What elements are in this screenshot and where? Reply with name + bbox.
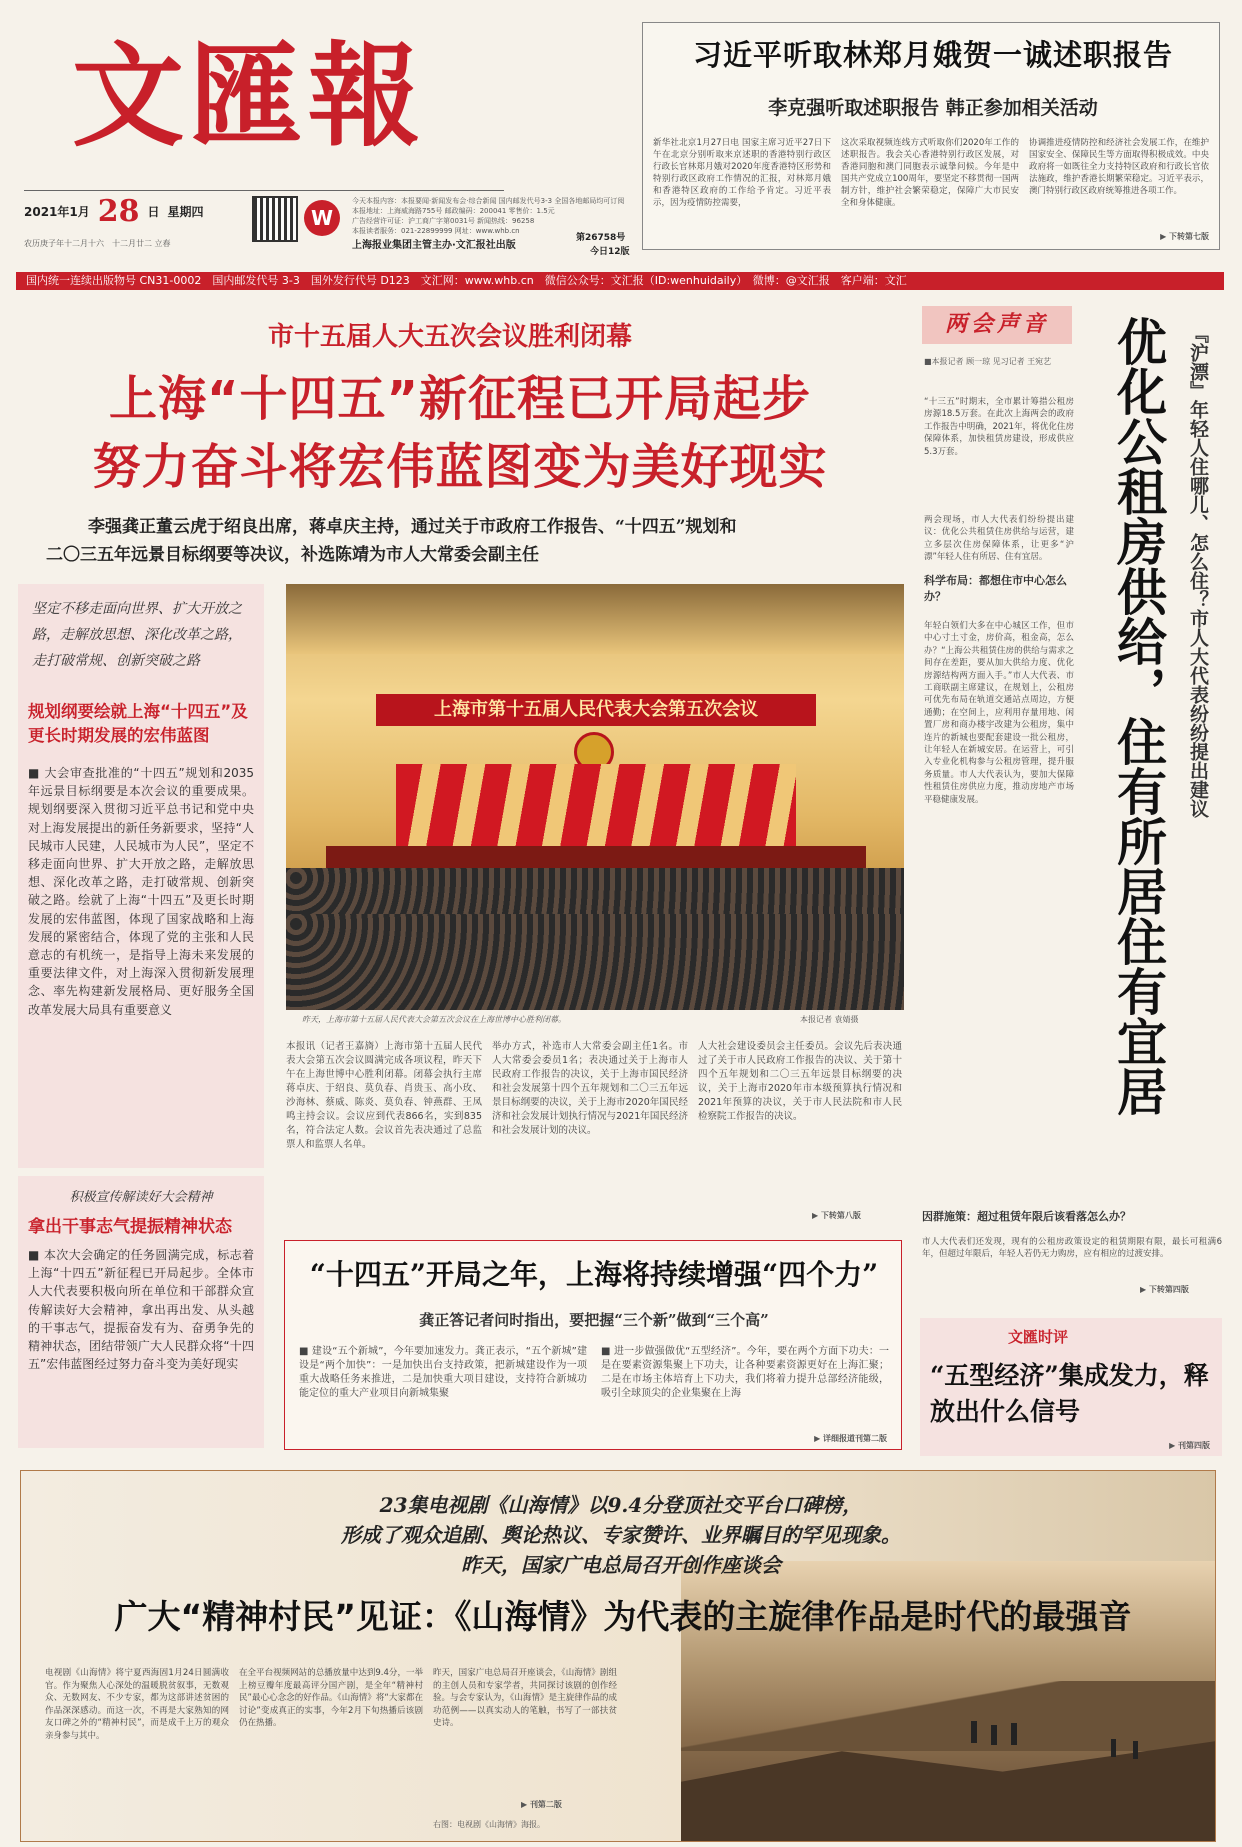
contact-line: 本报读者服务：021-22899999 网址：www.whb.cn xyxy=(352,227,520,235)
info-bar: 国内统一连续出版物号 CN31-0002 国内邮发代号 3-3 国外发行代号 D123 文汇网：www.whb.cn 微信公众号：文汇报（ID:wenhuidaily） 微博：@文汇报 客户端：文汇 xyxy=(16,272,1224,290)
housing-reporters: ■本报记者 顾一琼 见习记者 王宛艺 xyxy=(924,357,1052,366)
lunar-date: 农历庚子年十二月十六 十二月廿二 立春 xyxy=(24,239,171,248)
top-story-col1: 新华社北京1月27日电 国家主席习近平27日下午在北京分别听取来京述职的香港特别行政区行政长官林郑月娥对2020年度香港特区形势和特别行政区政府工作情况的汇报，对林郑月娥和香港特区政府的工作给予肯定。习近平表示，因为疫情防控需要， xyxy=(653,138,831,208)
qr-code[interactable] xyxy=(252,196,298,242)
sidebar-quote-1: 坚定不移走面向世界、扩大开放之路，走解放思想、深化改革之路，走打破常规、创新突破之路 xyxy=(32,601,242,669)
date-day: 28 xyxy=(97,193,140,229)
four-forces-subhead: 龚正答记者问时指出，要把握“三个新”做到“三个高” xyxy=(419,1311,769,1329)
top-story-col3: 协调推进疫情防控和经济社会发展工作，在维护国家安全、保障民生等方面取得积极成效。中央政府将一如既往全力支持特区政府和行政长官依法施政，维护香港长期繁荣稳定。习近平表示，澳门特别行政区政府统筹推进各项工作。 xyxy=(1029,138,1209,196)
congress-summary-1: 李强龚正董云虎于绍良出席，蒋卓庆主持，通过关于市政府工作报告、“十四五”规划和 xyxy=(88,517,737,537)
housing-continued[interactable]: ▶ 下转第四版 xyxy=(1140,1285,1189,1294)
housing-headline[interactable]: 优化公租房供给，住有所居住有宜居 xyxy=(1109,316,1168,1116)
top-story-col2: 这次采取视频连线方式听取你们2020年工作的述职报告。我会关心香港特别行政区发展，对香港同胞和澳门同胞表示诚挚问候。今年是中国共产党成立100周年，要坚定不移贯彻一国两制方针，维护社会繁荣稳定，保障广大市民安全和身体健康。 xyxy=(841,138,1019,208)
publisher: 上海报业集团主管主办·文汇报社出版 xyxy=(352,240,516,251)
sidebar-body-2: ■ 本次大会确定的任务圆满完成，标志着上海“十四五”新征程已开局起步。全体市人大代表要积极向所在单位和干部群众宣传解读好大会精神，拿出再出发、从头越的干事志气，提振奋发有为、奋勇争先的精神状态，团结带领广大人民群众将“十四五”宏伟蓝图经过努力奋斗变为美好现实 xyxy=(28,1248,254,1372)
drama-intro-1: 23集电视剧《山海情》以9.4分登顶社交平台口碑榜， xyxy=(379,1493,863,1517)
page-count: 今日12版 xyxy=(590,247,630,257)
drama-intro-3: 昨天，国家广电总局召开创作座谈会 xyxy=(461,1553,781,1577)
four-forces-continued[interactable]: ▶ 详细报道刊第二版 xyxy=(814,1434,887,1443)
drama-headline[interactable]: 广大“精神村民”见证：《山海情》为代表的主旋律作品是时代的最强音 xyxy=(114,1597,1132,1636)
photo-banner: 上海市第十五届人民代表大会第五次会议 xyxy=(376,694,816,726)
masthead-rule xyxy=(24,190,504,191)
contact-line: 广告经营许可证：沪工商广字第0031号 新闻热线：96258 xyxy=(352,217,535,225)
top-story-headline[interactable]: 习近平听取林郑月娥贺一诚述职报告 xyxy=(692,38,1173,72)
housing-sub-1: 科学布局：都想住市中心怎么办？ xyxy=(924,574,1067,603)
congress-photo[interactable] xyxy=(286,584,904,914)
housing-body-1: 年轻白领们大多在中心城区工作，但市中心寸土寸金，房价高，租金高，怎么办？“上海公共租赁住房的供给与需求之间存在差距，要从加大供给力度、优化房源结构两方面入手。”市人大代表、市工商联副主席建议，在规划上，公租房可优先布局在轨道交通站点周边，方便通勤；在空间上，应利用存量用地、闲置厂房和商办楼宇改建为公租房，集中连片的新城也要配套建设一批公租房，让年轻人在新城安居。在运营上，可引入专业化机构参与公租房管理，提升服务质量。市人大代表认为，要加大保障性租赁住房供应力度，推动房地产市场平稳健康发展。 xyxy=(924,621,1074,805)
top-story-continued[interactable]: ▶ 下转第七版 xyxy=(1160,232,1209,241)
contact-line: 今天本报内容：本报要闻·新闻发布会·综合新闻 国内邮发代号3-3 全国各地邮局均可订阅 xyxy=(352,197,625,205)
drama-intro-2: 形成了观众追剧、舆论热议、专家赞许、业界瞩目的罕见现象。 xyxy=(341,1523,901,1547)
drama-col3: 昨天，国家广电总局召开座谈会，《山海情》剧组的主创人员和专家学者，共同探讨该剧的创作经验。与会专家认为，《山海情》是主旋律作品的成功范例——以真实动人的笔触，书写了一部扶贫史诗。 xyxy=(433,1668,617,1728)
congress-continued[interactable]: ▶ 下转第八版 xyxy=(812,1211,861,1220)
four-forces-box xyxy=(284,1240,902,1450)
commentary-continued[interactable]: ▶ 刊第四版 xyxy=(1169,1441,1210,1450)
drama-photo-caption: 右图：电视剧《山海情》海报。 xyxy=(433,1820,545,1829)
housing-tag-head: 『沪漂』年轻人住哪儿、怎么住？市人大代表纷纷提出建议 xyxy=(1187,324,1209,818)
congress-headline-2[interactable]: 努力奋斗将宏伟蓝图变为美好现实 xyxy=(92,439,828,495)
issue-number: 第26758号 xyxy=(576,233,626,243)
brand-logo-icon: W xyxy=(304,200,340,236)
masthead-title: 文匯報 xyxy=(72,31,426,162)
commentary-brand: 文匯时评 xyxy=(1008,1328,1069,1346)
commentary-headline[interactable]: “五型经济”集成发力，释放出什么信号 xyxy=(930,1361,1209,1426)
weekday: 星期四 xyxy=(167,204,204,219)
date-day-suffix: 日 xyxy=(147,204,160,219)
audience xyxy=(286,868,904,914)
drama-continued[interactable]: ▶ 刊第二版 xyxy=(521,1800,562,1809)
photo-credit: 本报记者 袁婧摄 xyxy=(800,1015,859,1024)
congress-body-col2: 举办方式，补选市人大常委会副主任1名。市人大常委会委员1名；表决通过关于上海市人民政府工作报告的决议，关于上海市国民经济和社会发展第十四个五年规划和二〇三五年远景目标纲要的决议，关于上海市2020年国民经济和社会发展计划执行情况与2021年国民经济和社会发展计划的决议。 xyxy=(492,1041,688,1136)
sidebar-quote-2: 积极宣传解读好大会精神 xyxy=(69,1190,213,1205)
drama-col1: 电视剧《山海情》将宁夏西海固1月24日圆满收官。作为聚焦人心深处的温暖脱贫叙事，无数观众、无数网友、不少专家，都为这部讲述贫困的作品深深感动。而这一次，不再是大家熟知的网友口碑之外的“精神村民”，而是成千上万的观众亲身参与其中。 xyxy=(45,1668,229,1741)
commentary-box xyxy=(920,1318,1222,1456)
photo-caption: 昨天，上海市第十五届人民代表大会第五次会议在上海世博中心胜利闭幕。 xyxy=(302,1015,566,1024)
top-story-box xyxy=(642,22,1220,250)
column-brand: 两会声音 xyxy=(922,306,1072,344)
congress-body-col1: 本报讯（记者王嘉旖）上海市第十五届人民代表大会第五次会议圆满完成各项议程，昨天下午在上海世博中心胜利闭幕。闭幕会执行主席蒋卓庆、于绍良、莫负春、肖贵玉、高小玫、沙海林、蔡威、陈炎、莫负春、钟燕群、王凤鸣主持会议。会议应到代表866名，实到835名，符合法定人数。会议首先表决通过了总监票人和监票人名单。 xyxy=(286,1041,482,1150)
congress-body-col3: 人大社会建设委员会主任委员。会议先后表决通过了关于市人民政府工作报告的决议、关于第十四个五年规划和二〇三五年远景目标纲要的决议，关于上海市2020年市本级预算执行情况和2021年预算的决议，关于市人民法院和市人民检察院工作报告的决议。 xyxy=(698,1041,902,1122)
housing-intro-2: 两会现场，市人大代表们纷纷提出建议：优化公共租赁住房供给与运营，建立多层次住房保障体系，让更多“沪漂”年轻人住有所居、住有宜居。 xyxy=(924,515,1074,563)
housing-body-2: 市人大代表们还发现，现有的公租房政策设定的租赁期限有限，最长可租满6年，但超过年限后，年轻人若仍无力购房，应有相应的过渡安排。 xyxy=(922,1237,1222,1260)
four-forces-headline[interactable]: “十四五”开局之年，上海将持续增强“四个力” xyxy=(309,1258,879,1291)
congress-kicker: 市十五届人大五次会议胜利闭幕 xyxy=(267,322,632,352)
sidebar-head-1[interactable]: 规划纲要绘就上海“十四五”及更长时期发展的宏伟蓝图 xyxy=(28,702,248,745)
congress-summary-2: 二〇三五年远景目标纲要等决议，补选陈靖为市人大常委会副主任 xyxy=(46,545,539,565)
audience-front xyxy=(286,914,904,1010)
four-forces-col2: ■ 进一步做强做优“五型经济”。今年，要在两个方面下功夫：一是在要素资源集聚上下功夫，让各种要素资源更好在上海汇聚；二是在市场主体培育上下功夫，我们将着力提升总部经济能级，吸引全球顶尖的企业集聚在上海 xyxy=(601,1346,889,1399)
housing-sub-2: 因群施策：超过租赁年限后该看落怎么办？ xyxy=(922,1210,1131,1223)
drama-feature xyxy=(20,1470,1216,1842)
four-forces-col1: ■ 建设“五个新城”，今年要加速发力。龚正表示，“五个新城”建设是“两个加快”：一是加快出台支持政策，把新城建设作为一项重大战略任务来推进，二是加快重大项目建设，支持符合新城功能定位的重大产业项目向新城集聚 xyxy=(299,1346,587,1399)
sidebar-body-1: ■ 大会审查批准的“十四五”规划和2035年远景目标纲要是本次会议的重要成果。规划纲要深入贯彻习近平总书记和党中央对上海发展提出的新任务新要求，坚持“人民城市人民建，人民城市为人民”，坚定不移走面向世界、扩大开放之路，走解放思想、深化改革之路，走打破常规、创新突破之路。绘就了上海“十四五”及更长时期发展的宏伟蓝图，体现了国家战略和上海发展的紧密结合，体现了党的主张和人民意志的有机统一，是指导上海未来发展的重要法律文件，对上海深入贯彻新发展理念、率先构建新发展格局、更好服务全国改革发展大局具有重要意义 xyxy=(28,766,254,1017)
drama-col2: 在全平台视频网站的总播放量中达到9.4分，一举上榜豆瓣年度最高评分国产剧，是全年“精神村民”最心心念念的好作品。《山海情》将“大家都在讨论”变成真正的实事，今年2月下旬热播后该剧仍在热播。 xyxy=(239,1668,423,1728)
masthead-date xyxy=(24,193,204,229)
sidebar-head-2[interactable]: 拿出干事志气提振精神状态 xyxy=(28,1217,232,1237)
contact-line: 本报地址：上海威海路755号 邮政编码：200041 零售价：1.5元 xyxy=(352,207,555,215)
date-year-month: 2021年1月 xyxy=(24,204,90,219)
housing-intro: “十三五”时期末，全市累计筹措公租房房源18.5万套。在此次上海两会的政府工作报告中明确，2021年，将优化住房保障体系，加快租赁房建设，形成供应5.3万套。 xyxy=(924,397,1074,457)
congress-headline-1[interactable]: 上海“十四五”新征程已开局起步 xyxy=(108,371,812,427)
top-story-subhead: 李克强听取述职报告 韩正参加相关活动 xyxy=(768,97,1098,119)
